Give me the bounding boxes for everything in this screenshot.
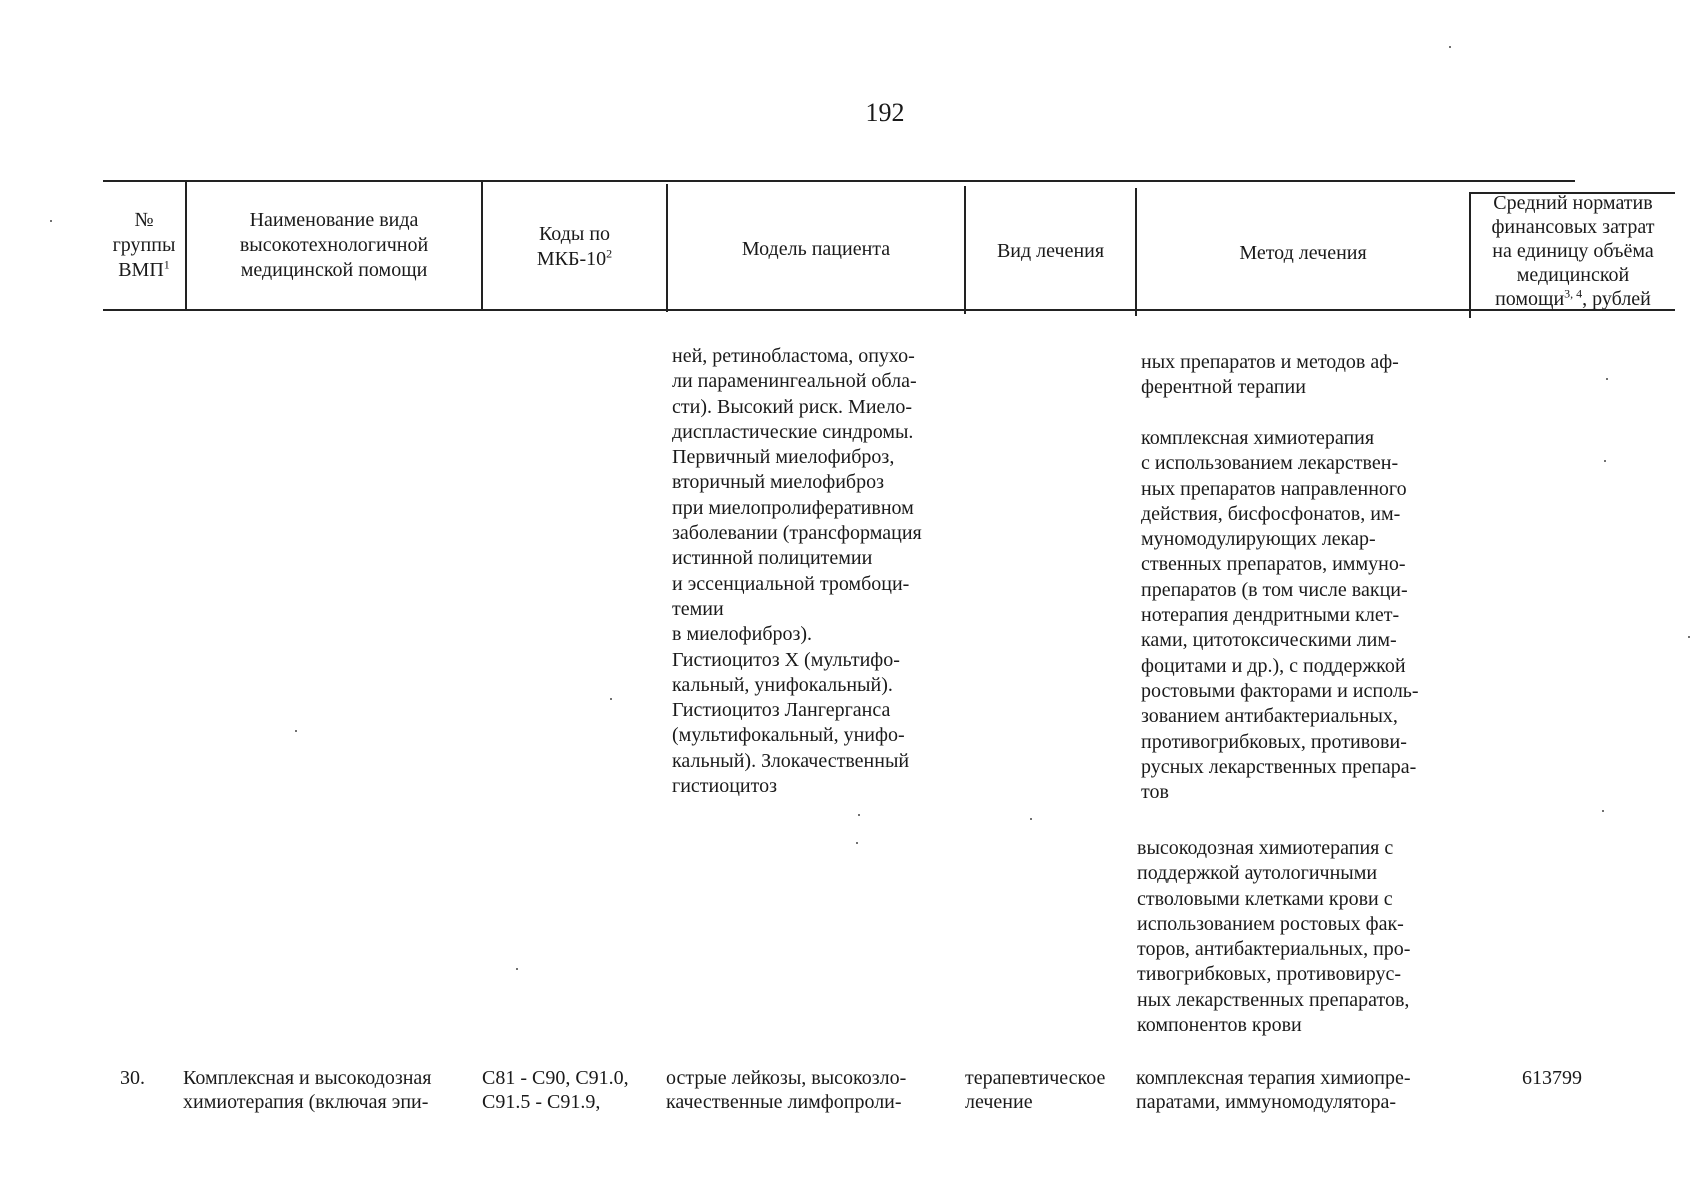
- continuation-method-3: высокодозная химиотерапия с поддержкой аутологичными стволовыми клетками крови с использованием ростовых фак- торов, антибактериальных, про- тивогрибковых, противовирус- ных лекарственных препаратов, компонентов крови: [1137, 837, 1411, 1037]
- continuation-patient-model: ней, ретинобластома, опухо- ли параменингеальной обла- сти). Высокий риск. Миело- диспластические синдромы. Первичный миелофиброз, вторичный миелофиброз при миелопролиферативном заболевании (трансформация истинной полицитемии и эссенциальной тромбоци- темии в миелофиброз). Гистиоцитоз X (мультифо- кальный, унифокальный). Гистиоцитоз Лангерганса (мультифокальный, унифо- кальный). Злокачественный гистиоцитоз: [672, 345, 922, 798]
- scan-speck: [1449, 46, 1451, 48]
- row-30-icd-codes: C81 - C90, C91.0, C91.5 - C91.9,: [482, 1067, 629, 1113]
- row-30-average-cost: 613799: [1522, 1067, 1582, 1089]
- scan-speck: [516, 968, 518, 970]
- scan-speck: [1606, 378, 1608, 380]
- header-care-type-name: Наименование вида высокотехнологичной медицинской помощи: [239, 208, 429, 281]
- header-average-cost: Средний норматив финансовых затрат на единицу объёма медицинской помощи$^{3, 4}$, рублей: [1491, 191, 1655, 310]
- scan-speck: [610, 698, 612, 700]
- scan-speck: [1030, 818, 1032, 820]
- page-number: 192: [865, 98, 905, 127]
- scan-speck: [1602, 810, 1604, 812]
- header-group-number: № группы ВМП$^1$: [112, 208, 176, 281]
- scan-speck: [856, 842, 858, 844]
- row-30-treatment-type: терапевтическое лечение: [965, 1067, 1106, 1113]
- scan-speck: [858, 814, 860, 816]
- header-treatment-method: Метод лечения: [1239, 241, 1367, 264]
- table-header: [103, 180, 1675, 314]
- row-30-patient-model: острые лейкозы, высокозло- качественные лимфопроли-: [666, 1067, 907, 1113]
- scan-speck: [50, 220, 52, 222]
- continuation-method-2: комплексная химиотерапия с использованием лекарствен- ных препаратов направленного действия, бисфосфонатов, им- муномодулирующих лекар- ственных препаратов, иммуно- препаратов (в том числе вакци- нотерапия дендритными клет- ками, цитотоксическими лим- фоцитами и др.), с поддержкой ростовыми факторами и исполь- зованием антибактериальных, противогрибковых, противови- русных лекарственных препара- тов: [1141, 427, 1419, 804]
- header-icd-codes: Коды по МКБ-$10^2$: [536, 223, 613, 270]
- scan-speck: [295, 730, 297, 732]
- continuation-method-1: ных препаратов и методов аф- ферентной терапии: [1141, 351, 1399, 399]
- header-top-rule: [103, 180, 1575, 182]
- header-bottom-rule: [103, 309, 1675, 311]
- row-30-care-type-name: Комплексная и высокодозная химиотерапия (включая эпи-: [183, 1067, 432, 1113]
- row-30-treatment-method: комплексная терапия химиопре- паратами, иммуномодулятора-: [1136, 1067, 1411, 1113]
- scan-speck: [1688, 636, 1690, 638]
- row-30-number: 30.: [120, 1067, 145, 1089]
- header-treatment-type: Вид лечения: [996, 239, 1105, 262]
- scan-speck: [1604, 460, 1606, 462]
- header-patient-model: Модель пациента: [741, 237, 891, 260]
